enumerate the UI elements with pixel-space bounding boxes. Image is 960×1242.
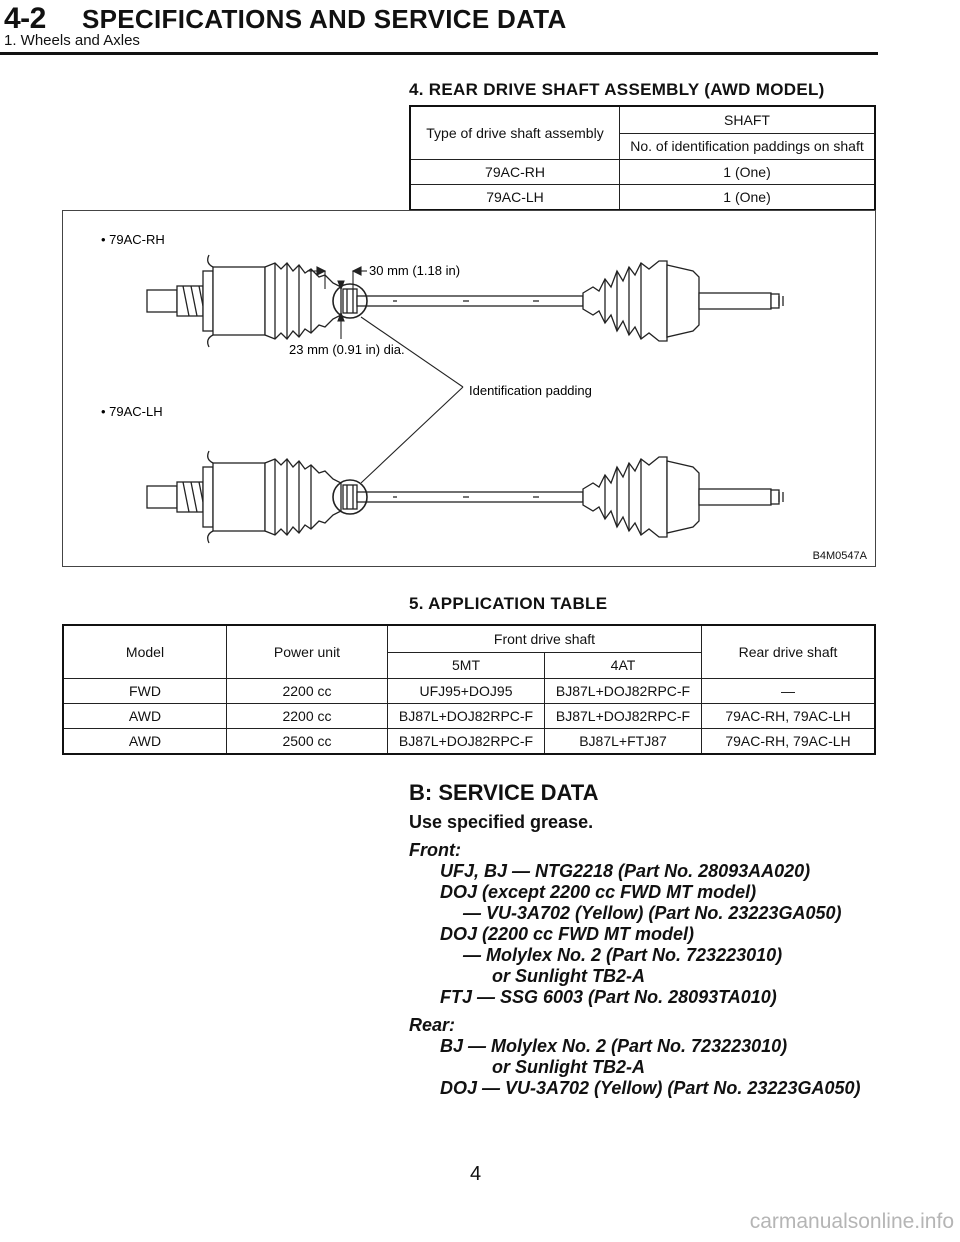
section5-title: 5. APPLICATION TABLE — [409, 594, 608, 613]
table-cell: 2500 cc — [227, 729, 388, 755]
table-cell: AWD — [63, 704, 227, 729]
table-cell: 2200 cc — [227, 679, 388, 704]
table-header: Rear drive shaft — [702, 625, 876, 679]
service-line: Front: — [409, 840, 461, 860]
service-line: DOJ (except 2200 cc FWD MT model) — [440, 882, 757, 902]
table-cell: 79AC-RH, 79AC-LH — [702, 704, 876, 729]
label-width: 30 mm (1.18 in) — [369, 263, 461, 278]
table-cell: UFJ95+DOJ95 — [388, 679, 545, 704]
table-header: Power unit — [227, 625, 388, 679]
drive-shaft-table — [409, 105, 876, 211]
table-cell: 2200 cc — [227, 704, 388, 729]
service-line: — Molylex No. 2 (Part No. 723223010) — [463, 945, 783, 965]
drive-shaft-figure — [62, 210, 876, 567]
service-line: UFJ, BJ — NTG2218 (Part No. 28093AA020) — [440, 861, 811, 881]
drive-shaft-drawing — [63, 211, 875, 566]
table-cell: BJ87L+DOJ82RPC-F — [388, 704, 545, 729]
table-cell: BJ87L+FTJ87 — [545, 729, 702, 755]
service-line: DOJ — VU-3A702 (Yellow) (Part No. 23223GA050) — [440, 1078, 861, 1098]
service-intro: Use specified grease. — [409, 812, 594, 832]
label-callout: Identification padding — [469, 383, 592, 398]
table-header: SHAFT — [620, 106, 876, 133]
label-diameter: 23 mm (0.91 in) dia. — [289, 342, 405, 357]
table-header: 4AT — [545, 652, 702, 679]
section-number: 4-2 — [4, 2, 46, 35]
table-row — [63, 704, 875, 729]
table-cell: 79AC-RH — [410, 160, 620, 185]
service-line: Rear: — [409, 1015, 456, 1035]
application-table — [62, 624, 876, 755]
table-cell: BJ87L+DOJ82RPC-F — [388, 729, 545, 755]
table-cell: AWD — [63, 729, 227, 755]
table-row — [63, 729, 875, 755]
table-row — [410, 160, 875, 185]
service-line: or Sunlight TB2-A — [492, 1057, 645, 1077]
table-cell: 1 (One) — [620, 160, 876, 185]
watermark: carmanualsonline.info — [749, 1210, 954, 1233]
service-line: — VU-3A702 (Yellow) (Part No. 23223GA050) — [463, 903, 842, 923]
figure-code: B4M0547A — [812, 550, 867, 562]
table-cell: BJ87L+DOJ82RPC-F — [545, 679, 702, 704]
table-header: No. of identification paddings on shaft — [620, 133, 876, 160]
table-row — [63, 679, 875, 704]
table-header: 5MT — [388, 652, 545, 679]
page-subtitle: 1. Wheels and Axles — [4, 32, 140, 49]
service-line: BJ — Molylex No. 2 (Part No. 723223010) — [440, 1036, 788, 1056]
table-cell: 79AC-LH — [410, 185, 620, 211]
header-rule — [0, 52, 878, 55]
table-cell: FWD — [63, 679, 227, 704]
label-rh: • 79AC-RH — [101, 232, 165, 247]
page-title: SPECIFICATIONS AND SERVICE DATA — [82, 4, 567, 34]
table-header: Model — [63, 625, 227, 679]
table-cell: — — [702, 679, 876, 704]
service-line: FTJ — SSG 6003 (Part No. 28093TA010) — [440, 987, 777, 1007]
service-title: B: SERVICE DATA — [409, 780, 599, 805]
table-header: Type of drive shaft assembly — [410, 106, 620, 160]
table-cell: 1 (One) — [620, 185, 876, 211]
table-row — [410, 185, 875, 211]
service-line: DOJ (2200 cc FWD MT model) — [440, 924, 695, 944]
table-cell: BJ87L+DOJ82RPC-F — [545, 704, 702, 729]
service-line: or Sunlight TB2-A — [492, 966, 645, 986]
table-header: Front drive shaft — [388, 625, 702, 652]
label-lh: • 79AC-LH — [101, 404, 163, 419]
page-number: 4 — [470, 1163, 482, 1185]
section4-title: 4. REAR DRIVE SHAFT ASSEMBLY (AWD MODEL) — [409, 80, 825, 99]
table-cell: 79AC-RH, 79AC-LH — [702, 729, 876, 755]
